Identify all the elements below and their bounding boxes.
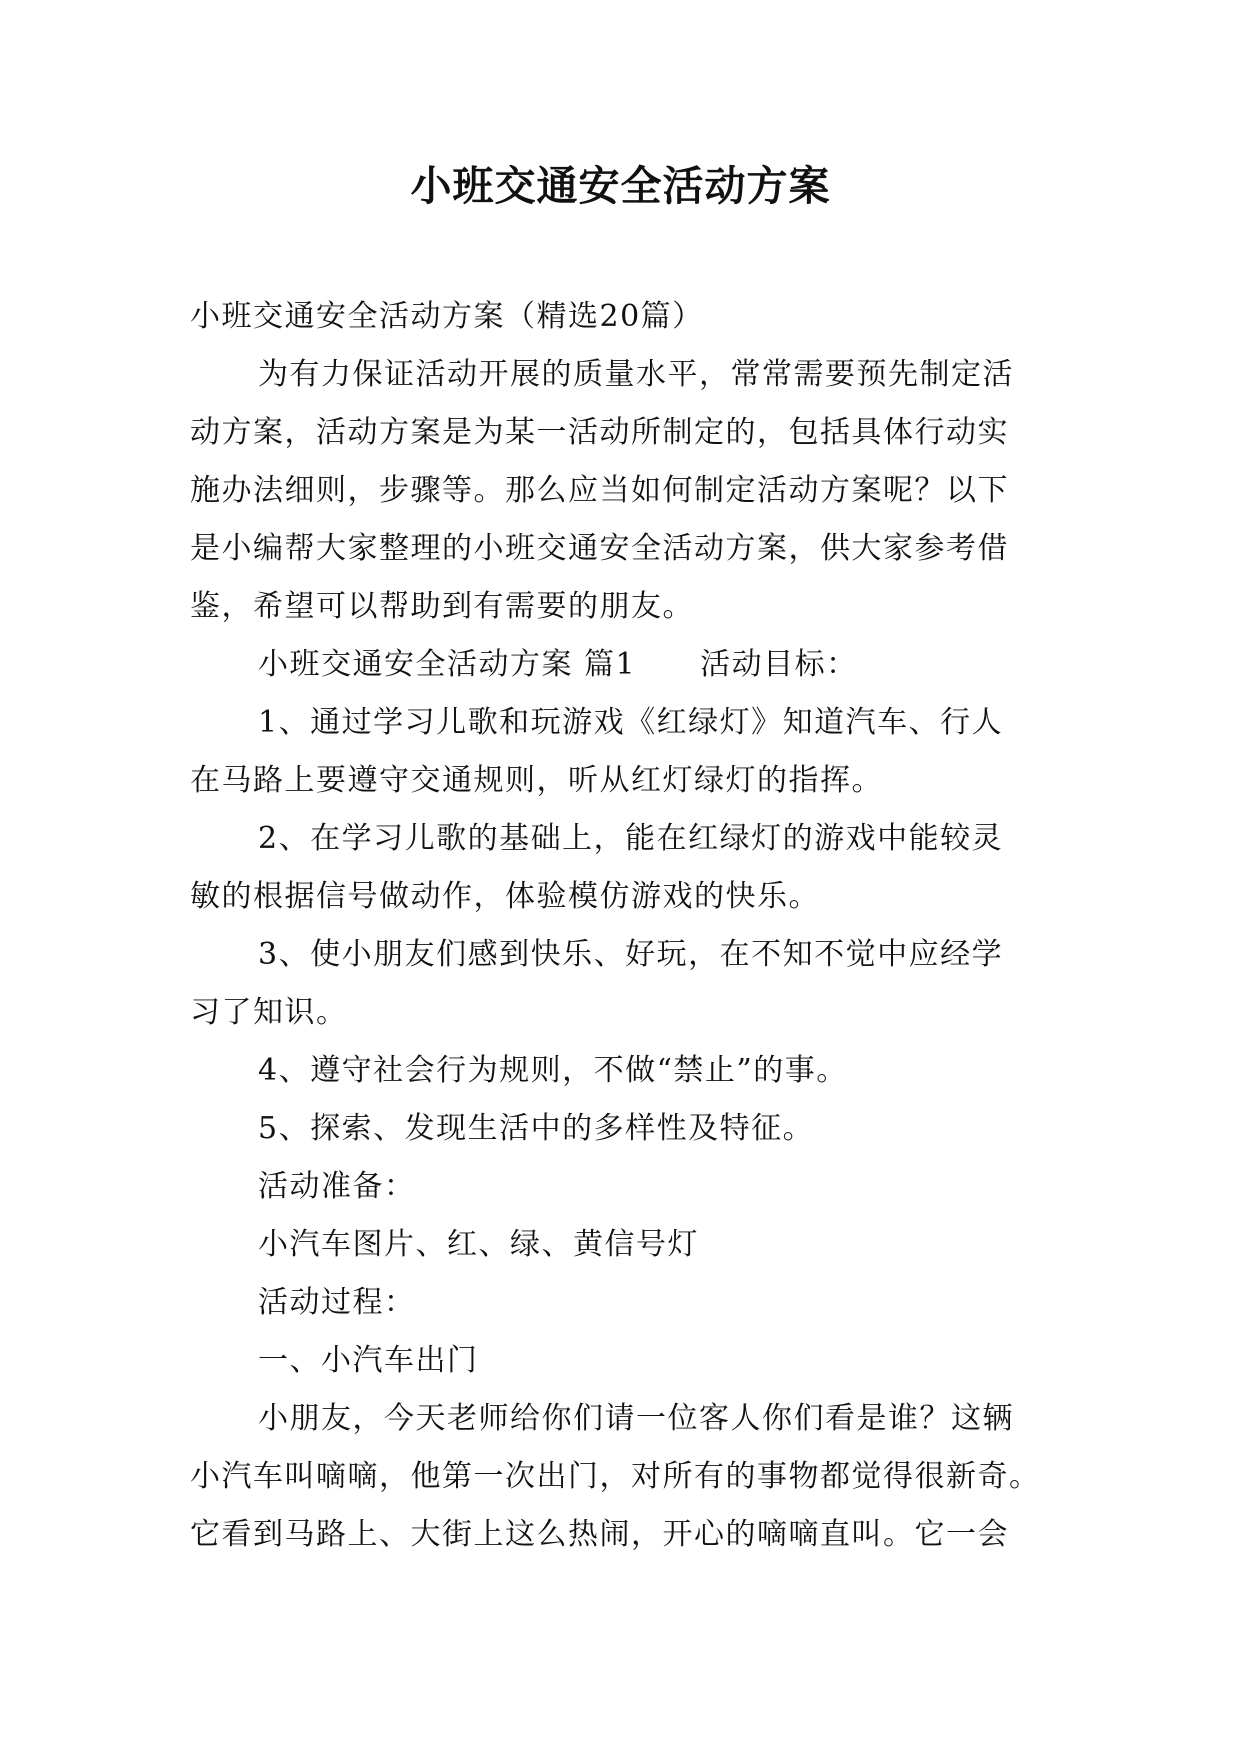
goal-line: 2、在学习儿歌的基础上，能在红绿灯的游戏中能较灵: [258, 821, 1004, 856]
subtitle: [190, 288, 1054, 346]
intro-line: 动方案，活动方案是为某一活动所制定的，包括具体行动实: [190, 415, 1009, 450]
goal-line: 敏的根据信号做动作，体验模仿游戏的快乐。: [190, 879, 820, 914]
intro-line: 是小编帮大家整理的小班交通安全活动方案，供大家参考借: [190, 531, 1009, 566]
intro-line: 鉴，希望可以帮助到有需要的朋友。: [190, 589, 694, 624]
goal-item-4: [190, 1042, 1054, 1100]
goal-line: 5、探索、发现生活中的多样性及特征。: [258, 1111, 815, 1146]
section-heading-paragraph: [190, 636, 1054, 694]
goal-item-2: [190, 810, 1054, 926]
step1-paragraph: [190, 1390, 1054, 1564]
step1-line: 它看到马路上、大街上这么热闹，开心的嘀嘀直叫。它一会: [190, 1517, 1009, 1552]
goal-line: 1、通过学习儿歌和玩游戏《红绿灯》知道汽车、行人: [258, 705, 1004, 740]
goal-line: 习了知识。: [190, 995, 348, 1030]
intro-paragraph: [190, 346, 1054, 636]
step1-heading-paragraph: [190, 1332, 1054, 1390]
process-label: 活动过程：: [258, 1285, 416, 1320]
section-heading-line: [190, 636, 1054, 694]
process-label-paragraph: [190, 1274, 1054, 1332]
document-title: 小班交通安全活动方案: [410, 162, 831, 210]
goals-label: 活动目标：: [700, 647, 858, 682]
goal-item-1: [190, 694, 1054, 810]
goal-item-3: [190, 926, 1054, 1042]
step1-heading: 一、小汽车出门: [258, 1343, 479, 1378]
document-body: [190, 288, 1054, 1564]
prep-text-paragraph: [190, 1216, 1054, 1274]
goal-line: 在马路上要遵守交通规则，听从红灯绿灯的指挥。: [190, 763, 883, 798]
intro-line: 为有力保证活动开展的质量水平，常常需要预先制定活: [258, 357, 1014, 392]
prep-text: 小汽车图片、红、绿、黄信号灯: [258, 1227, 699, 1262]
goal-item-5: [190, 1100, 1054, 1158]
subtitle-line: 小班交通安全活动方案（精选20篇）: [190, 299, 704, 334]
intro-line: 施办法细则，步骤等。那么应当如何制定活动方案呢？以下: [190, 473, 1009, 508]
goal-line: 3、使小朋友们感到快乐、好玩，在不知不觉中应经学: [258, 937, 1004, 972]
prep-label: 活动准备：: [258, 1169, 416, 1204]
prep-label-paragraph: [190, 1158, 1054, 1216]
goal-line: 4、遵守社会行为规则，不做“禁止”的事。: [258, 1053, 848, 1088]
step1-line: 小汽车叫嘀嘀，他第一次出门，对所有的事物都觉得很新奇。: [190, 1459, 1041, 1494]
section-heading: 小班交通安全活动方案 篇1: [258, 647, 637, 682]
step1-line: 小朋友，今天老师给你们请一位客人你们看是谁？这辆: [258, 1401, 1014, 1436]
